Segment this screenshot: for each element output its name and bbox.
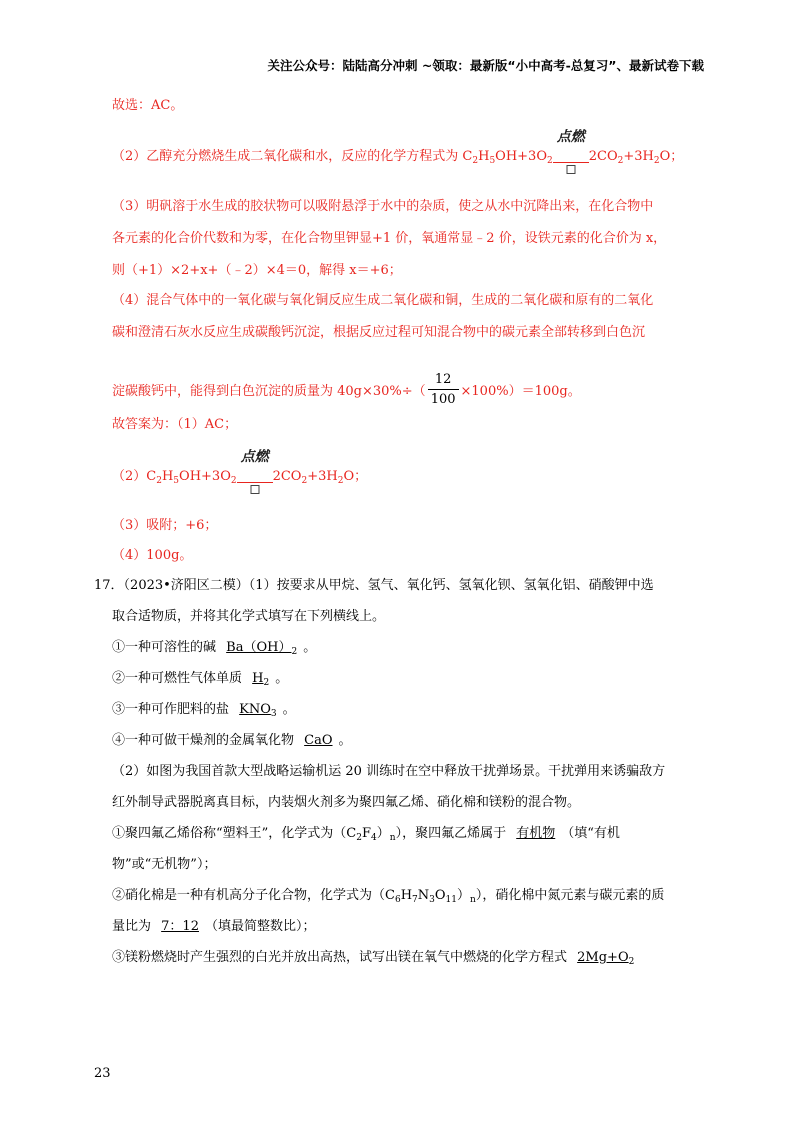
question-text: （2）如图为我国首款大型战略运输机运 20 训练时在空中释放干扰弹场景。干扰弹用来诱骗敌方 [112,764,666,779]
answer-blank: $H_2$ [252,671,270,688]
answer-blank: $KNO_3$ [239,702,277,719]
answer-line: （3）明矾溶于水生成的胶状物可以吸附悬浮于水中的杂质，使之从水中沉降出来，在化合物中 [112,199,654,214]
answer-line: （4）混合气体中的一氧化碳与氧化铜反应生成二氧化碳和铜，生成的二氧化碳和原有的二氧化 [112,293,654,308]
question-17-title: 17．（2023•济阳区二模）（1）按要求从甲烷、氢气、氧化钙、氢氧化钡、氢氧化铝、硝酸钾中选 [94,578,654,593]
sub-question-3: ③镁粉燃烧时产生强烈的白光并放出高热，试写出镁在氧气中燃烧的化学方程式 $2Mg+O_2$ [112,949,712,967]
question-text: 物”或“无机物”）； [112,857,217,872]
placeholder-box-icon [250,485,259,494]
answer-blank: $Ba(OH)_2$ [226,640,298,657]
equation-line: $(2)C_2H_5OH+3O_2$ 点燃 $2CO_2+3H_2O$； [112,468,712,486]
reaction-condition: 点燃 [237,468,273,486]
fraction: $\frac{12}{100}$ [428,370,459,409]
blank-item-3: ③一种可作肥料的盐 $KNO_3$ 。 [112,702,296,719]
question-text: 红外制导武器脱离真目标，内装烟火剂多为聚四氟乙烯、硝化棉和镁粉的混合物。 [112,795,581,810]
blank-item-1: ①一种可溶性的碱 $Ba(OH)_2$ 。 [112,640,317,657]
answer-blank: 7：12 [161,919,199,934]
answer-blank: 有机物 [516,826,556,841]
answer-line: （4）100g。 [112,548,193,563]
sub-question-1: ①聚四氟乙烯俗称“塑料王”，化学式为$(C_2F_4)_n$），聚四氟乙烯属于 有机物 （填“有机 [112,826,620,843]
answer-blank: $2Mg+O_2$ [577,950,635,967]
answer-line: 故答案为：（1）AC； [112,417,238,432]
equation-line: （2）乙醇充分燃烧生成二氧化碳和水，反应的化学方程式为 $C_2H_5OH+3O_2$ 点燃 $2CO_2+3H_2O$； [112,148,712,166]
question-text: 取合适物质，并将其化学式填写在下列横线上。 [112,609,386,624]
page-header: 关注公众号：陆陆高分冲刺 ~领取：最新版“小中高考-总复习”、最新试卷下载 [267,58,704,73]
answer-line: 碳和澄清石灰水反应生成碳酸钙沉淀，根据反应过程可知混合物中的碳元素全部转移到白色沉 [112,325,646,340]
answer-line: 各元素的化合价代数和为零，在化合物里钾显+1 价，氧通常显﹣2 价，设铁元素的化合价为 x， [112,231,667,246]
answer-line: 故选：AC。 [112,98,184,113]
sub-question-2-cont: 量比为 7：12 （填最简整数比）； [112,919,316,934]
answer-line: 则（+1）×2+x+（﹣2）×4＝0，解得 x＝+6； [112,263,402,278]
reaction-condition: 点燃 [553,148,589,166]
placeholder-box-icon [566,165,575,174]
blank-item-4: ④一种可做干燥剂的金属氧化物 CaO 。 [112,733,352,748]
answer-line: （3）吸附；+6； [112,518,218,533]
fraction-line: 淀碳酸钙中，能得到白色沉淀的质量为 40g×30%÷（ $\frac{12}{100}$ ×100%）＝100g。 [112,372,581,407]
answer-blank: CaO [304,733,333,748]
page-number: 23 [94,1066,111,1081]
blank-item-2: ②一种可燃性气体单质 $H_2$ 。 [112,671,289,688]
sub-question-2: ②硝化棉是一种有机高分子化合物，化学式为$(C_6H_7N_3O_{11})_n$），硝化棉中氮元素与碳元素的质 [112,888,665,905]
